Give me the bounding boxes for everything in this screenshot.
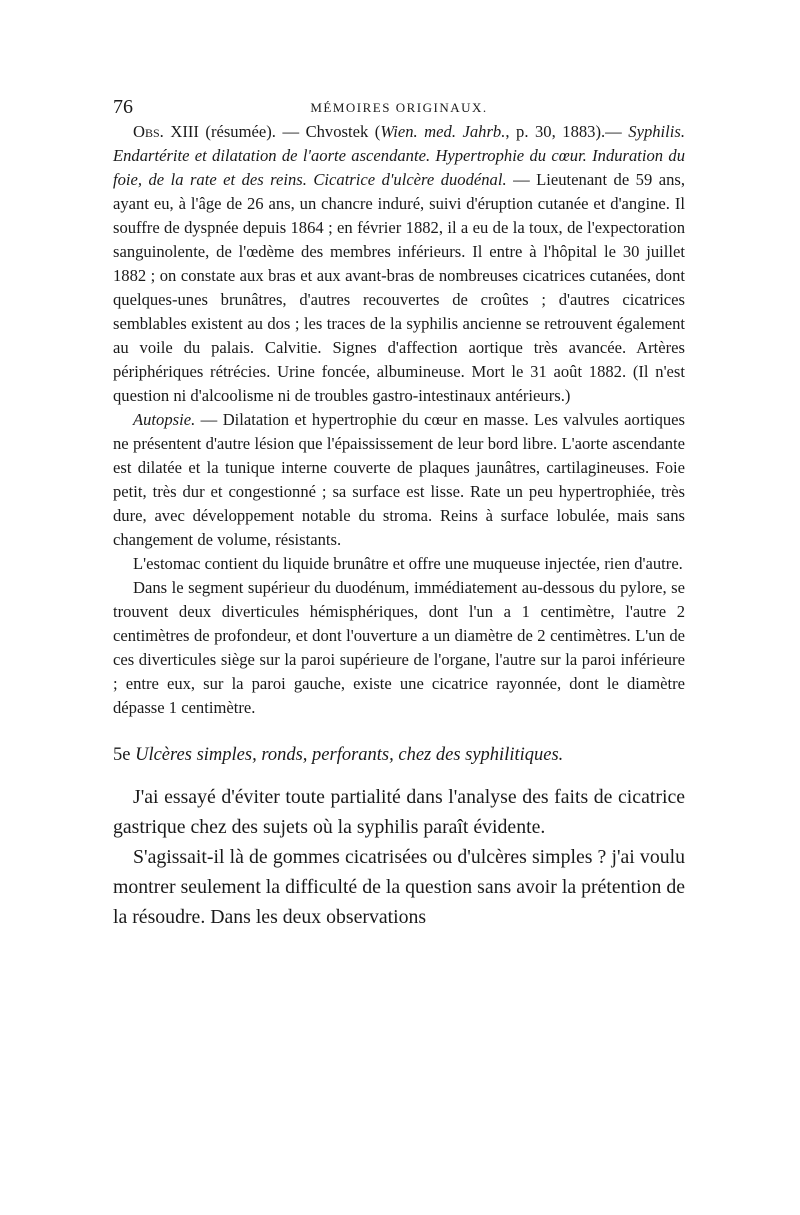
page-number: 76 bbox=[113, 96, 133, 118]
autopsy-label: Autopsie. bbox=[133, 410, 196, 429]
book-page bbox=[113, 96, 685, 932]
autopsy-findings: — Dilatation et hypertrophie du cœur en masse. Les valvules aortiques ne présentent d'autre lésion que l'épaississement de leur bord libre. L'aorte ascendante est dilatée et la tunique interne couverte de plaques jaunâtres, cartilagineuses. Foie petit, très dur et congestionné ; sa surface est lisse. Rate un peu hypertrophiée, très dure, avec développement notable du stroma. Reins à surface lobulée, mais sans changement de volume, résistants. bbox=[113, 410, 685, 549]
autopsy-paragraph bbox=[113, 408, 685, 552]
section-title: Ulcères simples, ronds, perforants, chez des syphilitiques. bbox=[135, 745, 564, 765]
running-title: MÉMOIRES ORIGINAUX. bbox=[310, 100, 488, 115]
stomach-paragraph: L'estomac contient du liquide brunâtre et offre une muqueuse injectée, rien d'autre. bbox=[133, 554, 683, 573]
observation-dash: — bbox=[605, 122, 629, 141]
diagnosis: Syphilis. Endartérite et dilatation de l'aorte ascendante. Hypertrophie du cœur. Induration du foie, de la rate et des reins. Cicatrice d'ulcère duodénal. bbox=[113, 122, 685, 189]
observation-title: XIII (résumée). — Chvostek ( bbox=[163, 122, 381, 141]
observation-block bbox=[113, 120, 685, 720]
clinical-history: — Lieutenant de 59 ans, ayant eu, à l'âge de 26 ans, un chancre induré, suivi d'éruption cutanée et d'angine. Il souffre de dyspnée depuis 1864 ; en février 1882, il a eu de la toux, de l'expectoration sanguinolente, de l'œdème des membres inférieurs. Il entre à l'hôpital le 30 juillet 1882 ; on constate aux bras et aux avant-bras de nombreuses cicatrices cutanées, dont quelques-unes brunâtres, d'autres recouvertes de croûtes ; d'autres cicatrices semblables existent au dos ; les traces de la syphilis ancienne se retrouvent également au voile du palais. Calvitie. Signes d'affection aortique très avancée. Artères périphériques rétrécies. Urine foncée, albumineuse. Mort le 31 août 1882. (Il n'est question ni d'alcoolisme ni de troubles gastro-intestinaux antérieurs.) bbox=[113, 170, 685, 405]
body-text bbox=[113, 782, 685, 932]
body-paragraph-1: J'ai essayé d'éviter toute partialité dans l'analyse des faits de cicatrice gastrique chez des sujets où la syphilis paraît évidente. bbox=[113, 786, 685, 838]
journal-name: Wien. med. Jahrb. bbox=[380, 122, 506, 141]
observation-label: Obs. bbox=[133, 122, 164, 141]
section-number: 5e bbox=[113, 745, 131, 765]
body-paragraph-2: S'agissait-il là de gommes cicatrisées ou d'ulcères simples ? j'ai voulu montrer seulement la difficulté de la question sans avoir la prétention de la résoudre. Dans les deux observations bbox=[113, 846, 685, 928]
journal-citation: , p. 30, 1883). bbox=[505, 122, 606, 141]
section-heading bbox=[113, 742, 685, 768]
observation-paragraph bbox=[113, 120, 685, 408]
running-head bbox=[113, 96, 685, 120]
duodenum-paragraph: Dans le segment supérieur du duodénum, immédiatement au-dessous du pylore, se trouvent deux diverticules hémisphériques, dont l'un a 1 centimètre, l'autre 2 centimètres de profondeur, et dont l'ouverture a un diamètre de 2 centimètres. L'un de ces diverticules siège sur la paroi supérieure de l'organe, l'autre sur la paroi inférieure ; entre eux, sur la paroi gauche, existe une cicatrice rayonnée, dont le diamètre dépasse 1 centimètre. bbox=[113, 578, 685, 717]
